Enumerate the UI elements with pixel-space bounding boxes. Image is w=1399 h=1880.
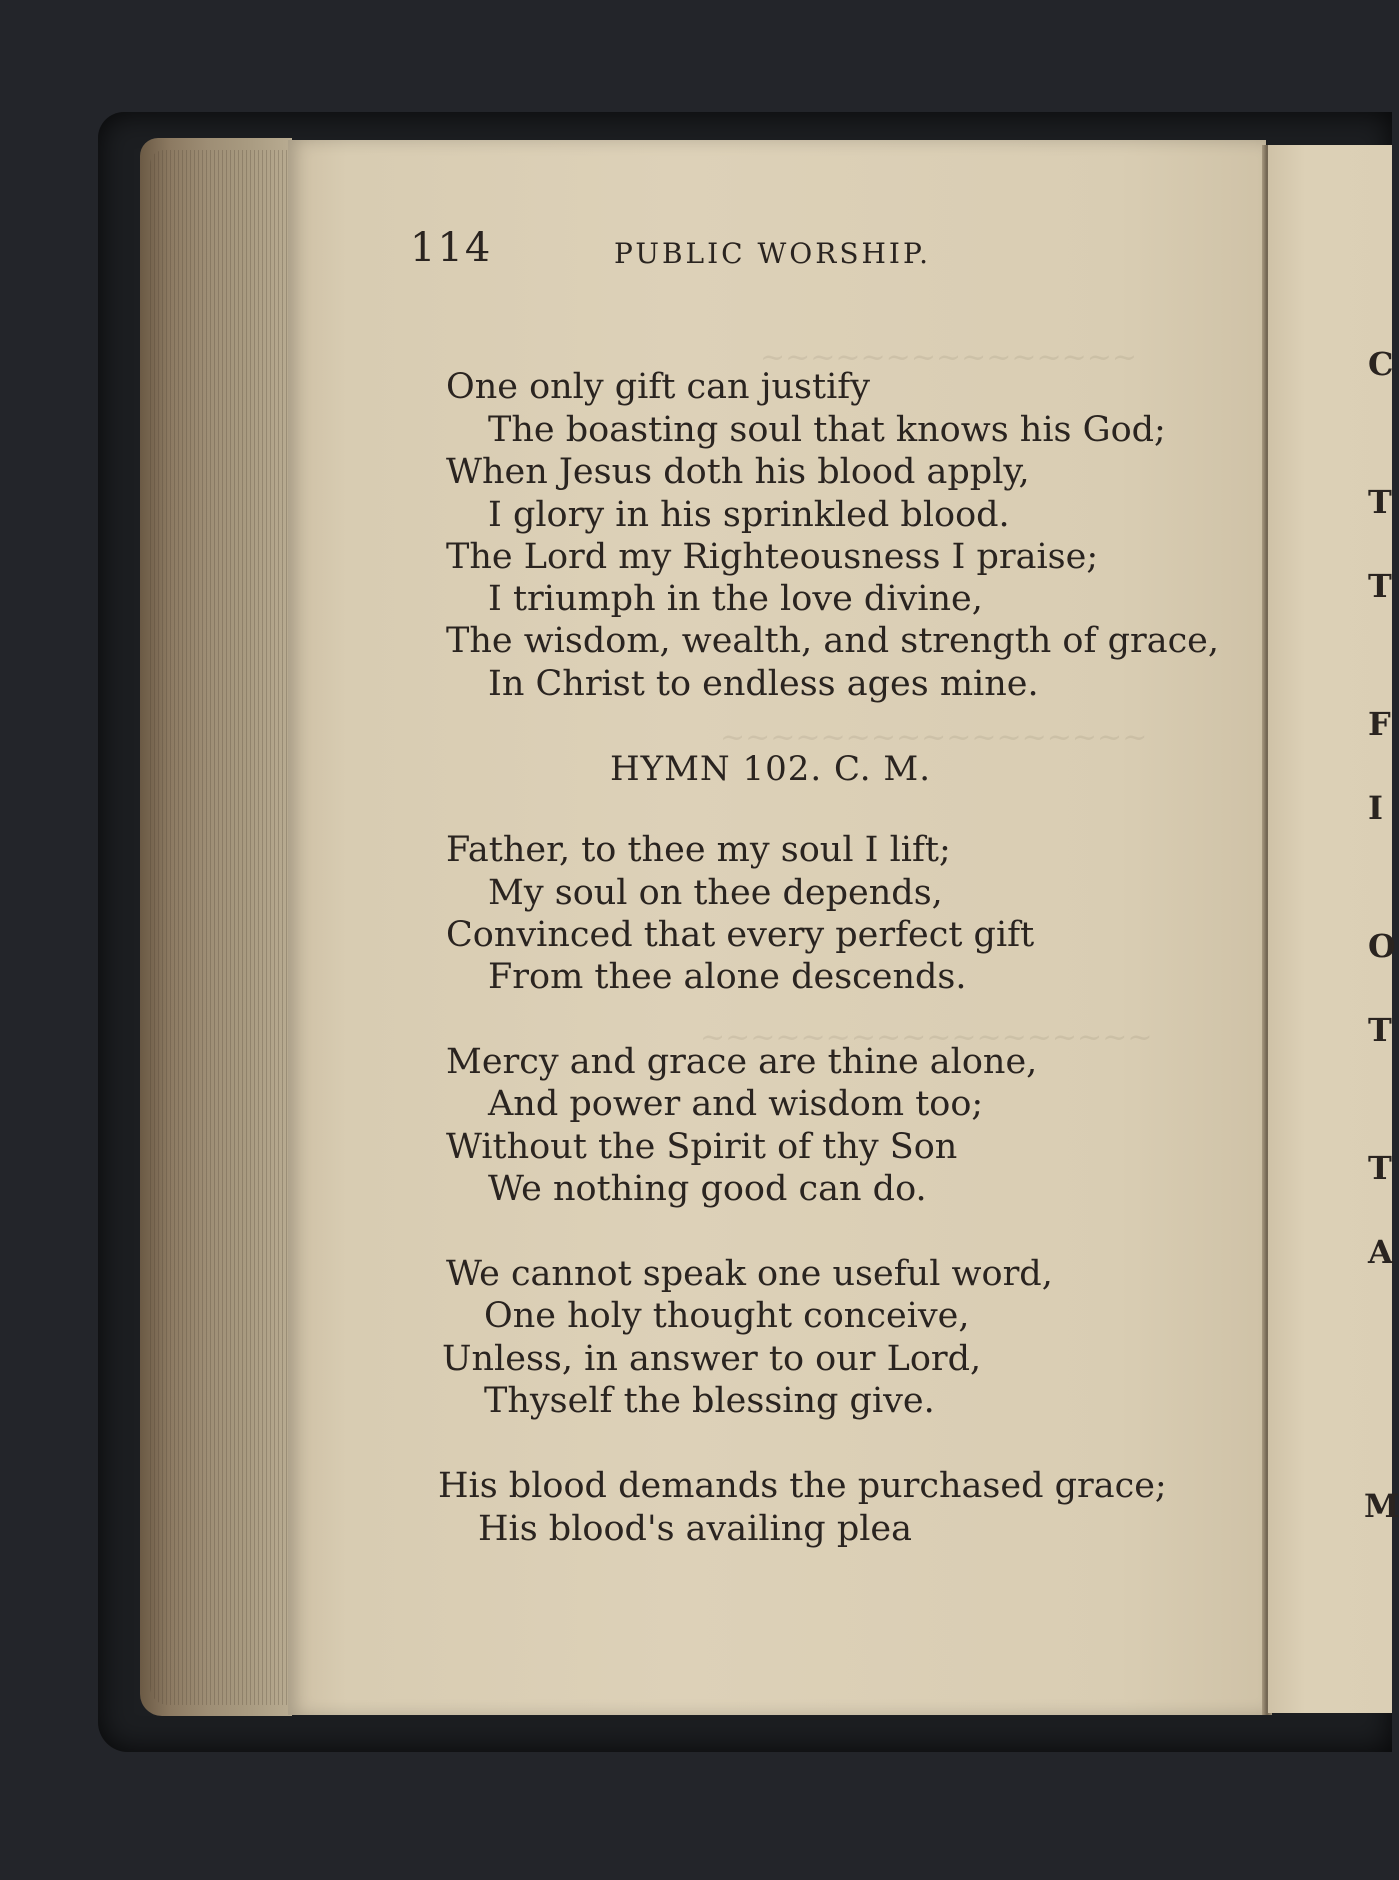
verse-line: I glory in his sprinkled blood.	[488, 495, 1010, 535]
verse-line: Without the Spirit of thy Son	[446, 1127, 958, 1167]
verse-line: The wisdom, wealth, and strength of grace,	[446, 621, 1220, 661]
verse-line: We nothing good can do.	[488, 1169, 927, 1209]
verse-line: Father, to thee my soul I lift;	[446, 830, 951, 870]
show-through: ~~~~~~~~~~~~~~~~~~	[700, 1020, 1153, 1055]
right-page-initial: A	[1368, 1233, 1393, 1271]
verse-line: His blood's availing plea	[478, 1509, 912, 1549]
show-through: ~~~~~~~~~~~~~~~	[760, 340, 1138, 375]
verse-line: His blood demands the purchased grace;	[438, 1466, 1167, 1506]
page-edges	[150, 150, 290, 1705]
right-page-initial: T	[1368, 483, 1392, 521]
verse-line: One only gift can justify	[446, 367, 870, 407]
verse-line: In Christ to endless ages mine.	[488, 664, 1039, 704]
right-page-initial: O	[1368, 927, 1396, 965]
right-page-initial: M	[1364, 1487, 1399, 1525]
right-page-initial: T	[1368, 1149, 1392, 1187]
right-page-initial: T	[1368, 567, 1392, 605]
right-page-initial: F	[1368, 705, 1391, 743]
verse-line: We cannot speak one useful word,	[446, 1254, 1053, 1294]
verse-line: Thyself the blessing give.	[484, 1381, 935, 1421]
verse-line: My soul on thee depends,	[488, 873, 943, 913]
verse-line: The Lord my Righteousness I praise;	[446, 537, 1099, 577]
verse-line: The boasting soul that knows his God;	[488, 410, 1166, 450]
right-page-initial: T	[1368, 1011, 1392, 1049]
running-head: PUBLIC WORSHIP.	[614, 237, 932, 270]
verse-line: And power and wisdom too;	[488, 1084, 984, 1124]
verse-line: From thee alone descends.	[488, 957, 967, 997]
page-number: 114	[410, 225, 493, 271]
show-through: ~~~~~~~~~~~~~~~~~	[720, 720, 1148, 755]
verse-line: Mercy and grace are thine alone,	[446, 1042, 1038, 1082]
verse-line: Unless, in answer to our Lord,	[442, 1339, 982, 1379]
verse-line: Convinced that every perfect gift	[446, 915, 1035, 955]
hymn-heading: HYMN 102. C. M.	[610, 749, 932, 789]
verse-line: I triumph in the love divine,	[488, 579, 983, 619]
right-page-initial: I	[1368, 789, 1383, 827]
right-page-initial: C	[1368, 345, 1394, 383]
verse-line: When Jesus doth his blood apply,	[446, 452, 1030, 492]
verse-line: One holy thought conceive,	[484, 1296, 970, 1336]
